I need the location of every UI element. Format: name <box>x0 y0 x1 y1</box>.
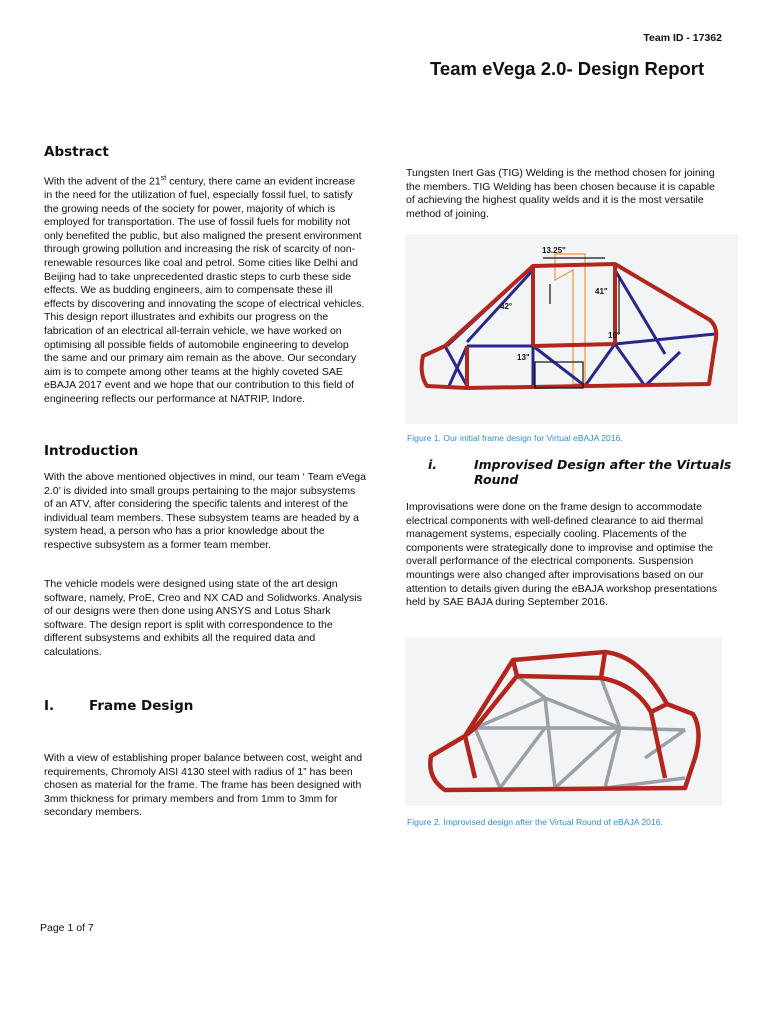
figure-1-caption: Figure 1. Our initial frame design for Virtual eBAJA 2016. <box>407 433 623 443</box>
introduction-heading: Introduction <box>44 443 139 459</box>
dimension-left-angle: 42° <box>500 302 513 311</box>
dimension-right-height: 41" <box>595 287 608 296</box>
team-id: Team ID - 17362 <box>643 32 722 44</box>
introduction-paragraph-1: With the above mentioned objectives in mind, our team ‘ Team eVega 2.0’ is divided into small groups pertaining to the major subsystems of an ATV, after considering the specific talents and interest of the individual team members. These subsystem teams are headed by a system head, a person who has a prior knowledge about the respective subsystem as a former team member. <box>44 471 366 551</box>
abstract-text-start: With the advent of the 21 <box>44 175 161 188</box>
dimension-top: 13.25" <box>542 246 566 255</box>
abstract-paragraph <box>44 172 366 407</box>
abstract-text-rest: century, there came an evident increase in the need for the utilization of fuel, especially fossil fuel, to satisfy the growing needs of the society for power, majority of which is employed for transportation. The use of fossil fuels for mobility not only benefited the public, but also maligned the present environment through growing pollution and increasing the risk of scarcity of non-renewable resources like coal and petrol. Some cities like Delhi and Beijing had to take unprecedented drastic steps to curb these side effects. We as budding engineers, aim to compensate these ill effects by discovering and innovating the scope of electrical vehicles. This design report illustrates and exhibits our progress on the fabrication of an electrical all-terrain vehicle, we have worked on optimising all possible fields of automobile engineering to develop the same and our primary aim remain as the above. Our secondary aim is to compete among other teams at the highly coveted SAE eBAJA 2017 event and we hope that our contribution to this field of engineering reflects our performance at NATRIP, Indore. <box>44 175 365 405</box>
tig-paragraph: Tungsten Inert Gas (TIG) Welding is the method chosen for joining the members. TIG Welding has been chosen because it is capable of achieving the highest quality welds and it is the most versatile method of joining. <box>406 167 715 220</box>
figure-2-caption: Figure 2. Improvised design after the Virtual Round of eBAJA 2016. <box>407 817 663 827</box>
report-title: Team eVega 2.0- Design Report <box>430 58 705 79</box>
frame-design-numeral: I. <box>44 698 55 714</box>
dimension-small-angle: 10° <box>608 331 621 340</box>
introduction-paragraph-2: The vehicle models were designed using state of the art design software, namely, ProE, Creo and NX CAD and Solidworks. Analysis of our designs were then done using ANSYS and Lotus Shark software. The design report is split with correspondence to the different subsystems and exhibits all the required data and calculations. <box>44 578 362 658</box>
improvisation-paragraph: Improvisations were done on the frame design to accommodate electrical components with well-defined clearance to aid thermal management systems, especially cooling. Placements of the components were strategically done to improvise and optimise the overall performance of the electrical components. Suspension mountings were also changed after improvisations based on our attention to details given during the eBAJA workshop presentations held by SAE BAJA during September 2016. <box>406 501 718 609</box>
abstract-superscript: st <box>160 175 167 182</box>
frame-3d-view-drawing <box>405 638 722 806</box>
abstract-heading: Abstract <box>44 144 109 160</box>
frame-design-heading: Frame Design <box>89 698 194 714</box>
figure-1-frame-side-view <box>405 234 738 424</box>
frame-design-paragraph: With a view of establishing proper balance between cost, weight and requirements, Chromoly AISI 4130 steel with radius of 1” has been chosen as material for the frame. The frame has been designed with 3mm thickness for primary members and from 1mm to 3mm for secondary members. <box>44 752 363 819</box>
page-number: Page 1 of 7 <box>40 922 94 934</box>
frame-side-view-drawing <box>405 234 738 424</box>
dimension-bottom: 13" <box>517 353 530 362</box>
subsection-heading-line-1: Improvised Design after the Virtuals <box>474 457 732 472</box>
subsection-heading-line-2: Round <box>474 472 519 487</box>
subsection-heading <box>474 457 734 487</box>
figure-2-frame-3d-view <box>405 638 722 806</box>
subsection-numeral: i. <box>428 457 438 472</box>
